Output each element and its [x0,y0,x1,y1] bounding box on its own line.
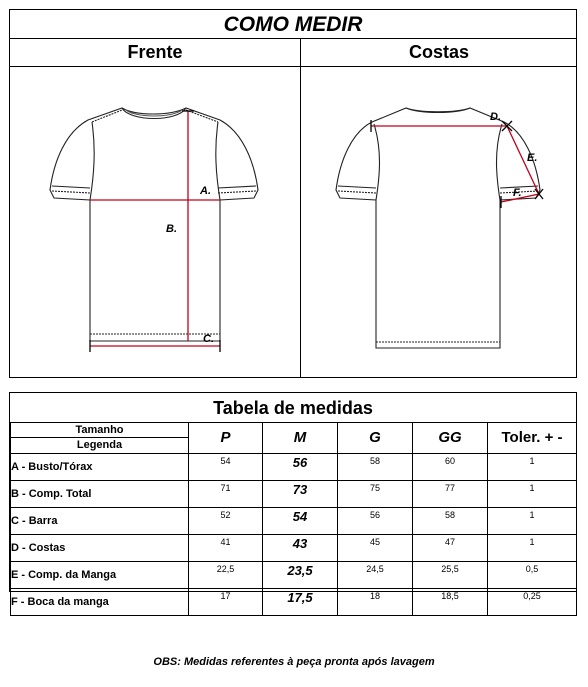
cell-value: 75 [338,481,413,508]
table-row [11,535,577,562]
marker-a: A. [200,185,211,197]
cell-value: 41 [189,535,263,562]
tolerance-header: Toler. + - [488,423,577,454]
marker-b: B. [166,223,177,235]
table-row [11,454,577,481]
row-label-sleeve-length: E - Comp. da Manga [11,562,189,589]
cell-value: 47 [413,535,488,562]
cell-value: 54 [263,508,338,535]
cell-value: 58 [413,508,488,535]
row-label-hem: C - Barra [11,508,189,535]
table-row [11,481,577,508]
cell-value: 58 [338,454,413,481]
tshirt-diagram [10,10,578,379]
size-header-m: M [263,423,338,454]
back-tshirt-outline [336,108,540,348]
cell-value: 71 [189,481,263,508]
cell-value: 0,5 [488,562,577,589]
cell-value: 18,5 [413,589,488,616]
table-header-row [11,423,577,454]
how-to-measure-panel [9,9,577,378]
footnote: OBS: Medidas referentes à peça pronta após lavagem [153,656,435,668]
cell-value: 0,25 [488,589,577,616]
marker-d: D. [490,111,501,123]
cell-value: 45 [338,535,413,562]
header-legend-label: Legenda [76,439,123,451]
header-label-cell [11,423,189,454]
cell-value: 23,5 [263,562,338,589]
row-label-total-length: B - Comp. Total [11,481,189,508]
size-header-gg: GG [413,423,488,454]
cell-value: 60 [413,454,488,481]
marker-e: E. [527,152,538,164]
cell-value: 25,5 [413,562,488,589]
cell-value: 1 [488,508,577,535]
front-tshirt-outline [50,108,258,341]
cell-value: 56 [263,454,338,481]
cell-value: 18 [338,589,413,616]
table-row [11,589,577,616]
cell-value: 1 [488,454,577,481]
marker-c: C. [203,333,214,345]
table-row [11,562,577,589]
cell-value: 52 [189,508,263,535]
cell-value: 22,5 [189,562,263,589]
size-header-p: P [189,423,263,454]
header-size-label: Tamanho [11,423,188,438]
cell-value: 73 [263,481,338,508]
cell-value: 17 [189,589,263,616]
row-label-back: D - Costas [11,535,189,562]
cell-value: 1 [488,481,577,508]
cell-value: 56 [338,508,413,535]
cell-value: 24,5 [338,562,413,589]
size-header-g: G [338,423,413,454]
cell-value: 17,5 [263,589,338,616]
table-row [11,508,577,535]
size-table-panel [9,392,577,608]
back-view-label: Costas [408,42,470,62]
size-table [10,422,577,616]
page-title: COMO MEDIR [10,10,576,39]
marker-f: F. [513,187,522,199]
cell-value: 54 [189,454,263,481]
front-view-label: Frente [127,42,183,62]
front-measure-lines [90,111,220,346]
table-title: Tabela de medidas [213,398,373,418]
row-label-sleeve-opening: F - Boca da manga [11,589,189,616]
row-label-bust: A - Busto/Tórax [11,454,189,481]
cell-value: 1 [488,535,577,562]
cell-value: 43 [263,535,338,562]
cell-value: 77 [413,481,488,508]
